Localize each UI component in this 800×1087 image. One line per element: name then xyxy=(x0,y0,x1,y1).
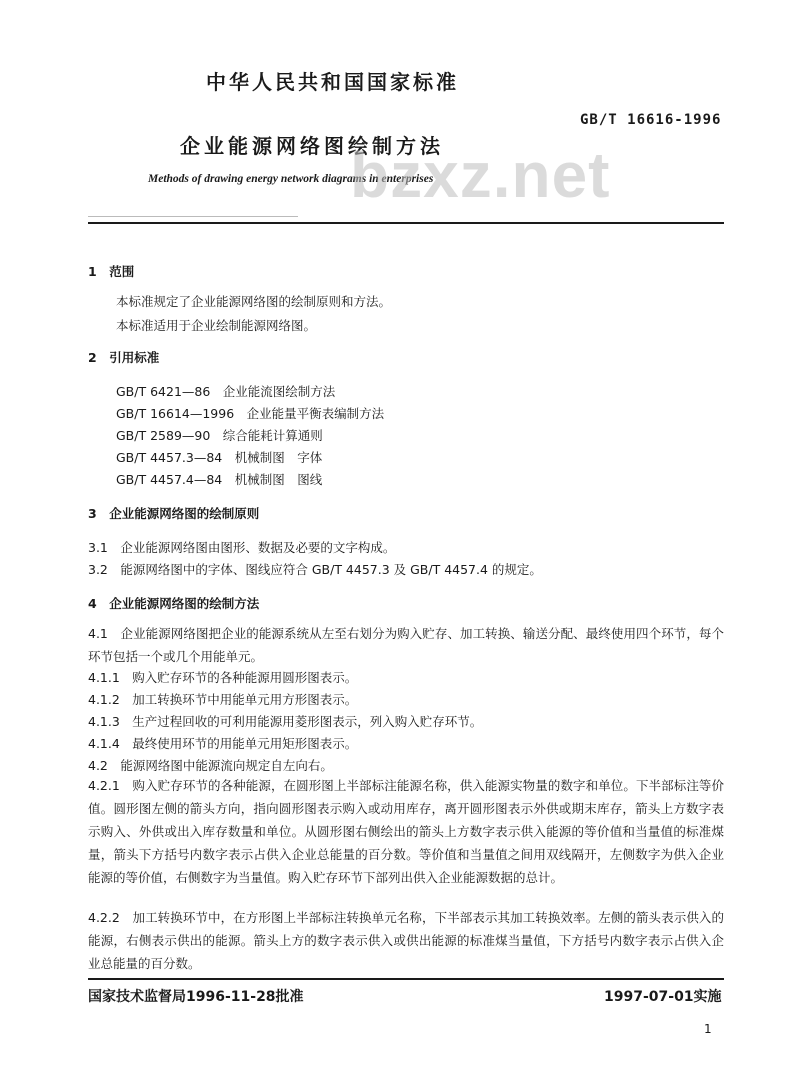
header-ghost-rule xyxy=(88,216,298,217)
clause-3-1: 3.1 企业能源网络图由图形、数据及必要的文字构成。 xyxy=(88,540,396,555)
section-1-paragraph-2: 本标准适用于企业绘制能源网络图。 xyxy=(116,318,317,333)
header-rule xyxy=(88,222,724,224)
clause-4-1: 4.1 企业能源网络图把企业的能源系统从左至右划分为购入贮存、加工转换、输送分配、最终使用四个环节，每个环节包括一个或几个用能单元。 xyxy=(88,626,724,664)
section-4-title: 4 企业能源网络图的绘制方法 xyxy=(88,596,260,611)
watermark: bzxz.net xyxy=(350,139,611,211)
clause-4-1-2: 4.1.2 加工转换环节中用能单元用方形图表示。 xyxy=(88,692,358,707)
footer-rule xyxy=(88,978,724,980)
implementation-date: 1997-07-01实施 xyxy=(604,989,722,1005)
section-1-paragraph-1: 本标准规定了企业能源网络图的绘制原则和方法。 xyxy=(116,294,392,309)
clause-4-2-1: 4.2.1 购入贮存环节的各种能源，在圆形图上半部标注能源名称，供入能源实物量的数字和单位。下半部标注等价值。圆形图左侧的箭头方向，指向圆形图表示购入或动用库存，离开圆形图表示外供或期末库存，箭头上方数字表示购入、外供或出入库存数量和单位。从圆形图右侧绘出的箭头上方数字表示供入能源的等价值和当量值的标准煤量，箭头下方括号内数字表示占供入企业总能量的百分数。等价值和当量值之间用双线隔开，左侧数字为供入企业能源的等价值，右侧数字为当量值。购入贮存环节下部列出供入企业能源数据的总计。 xyxy=(88,778,724,885)
reference-item: GB/T 6421—86 企业能流图绘制方法 xyxy=(116,384,336,399)
clause-3-2: 3.2 能源网络图中的字体、图线应符合 GB/T 4457.3 及 GB/T 4457.4 的规定。 xyxy=(88,562,542,577)
reference-item: GB/T 16614—1996 企业能量平衡表编制方法 xyxy=(116,406,385,421)
approval-line: 国家技术监督局1996-11-28批准 xyxy=(88,989,304,1005)
section-1-title: 1 范围 xyxy=(88,264,135,279)
clause-4-1-4: 4.1.4 最终使用环节的用能单元用矩形图表示。 xyxy=(88,736,358,751)
national-standard-heading: 中华人民共和国国家标准 xyxy=(206,70,459,94)
clause-4-2-2: 4.2.2 加工转换环节中，在方形图上半部标注转换单元名称，下半部表示其加工转换效率。左侧的箭头表示供入的能源，右侧表示供出的能源。箭头上方的数字表示供入或供出能源的标准煤当量值，下方括号内数字表示占供入企业总能量的百分数。 xyxy=(88,910,724,971)
reference-item: GB/T 4457.3—84 机械制图 字体 xyxy=(116,450,323,465)
clause-4-2: 4.2 能源网络图中能源流向规定自左向右。 xyxy=(88,758,333,773)
clause-4-1-3: 4.1.3 生产过程回收的可利用能源用菱形图表示，列入购入贮存环节。 xyxy=(88,714,483,729)
section-2-title: 2 引用标准 xyxy=(88,350,160,365)
clause-4-1-1: 4.1.1 购入贮存环节的各种能源用圆形图表示。 xyxy=(88,670,358,685)
document-title: 企业能源网络图绘制方法 xyxy=(180,134,444,158)
standard-code: GB/T 16616-1996 xyxy=(580,112,722,128)
reference-item: GB/T 2589—90 综合能耗计算通则 xyxy=(116,428,323,443)
reference-item: GB/T 4457.4—84 机械制图 图线 xyxy=(116,472,323,487)
document-title-english: Methods of drawing energy network diagrams in enterprises xyxy=(148,173,434,185)
page-number: 1 xyxy=(704,1022,712,1036)
section-3-title: 3 企业能源网络图的绘制原则 xyxy=(88,506,260,521)
